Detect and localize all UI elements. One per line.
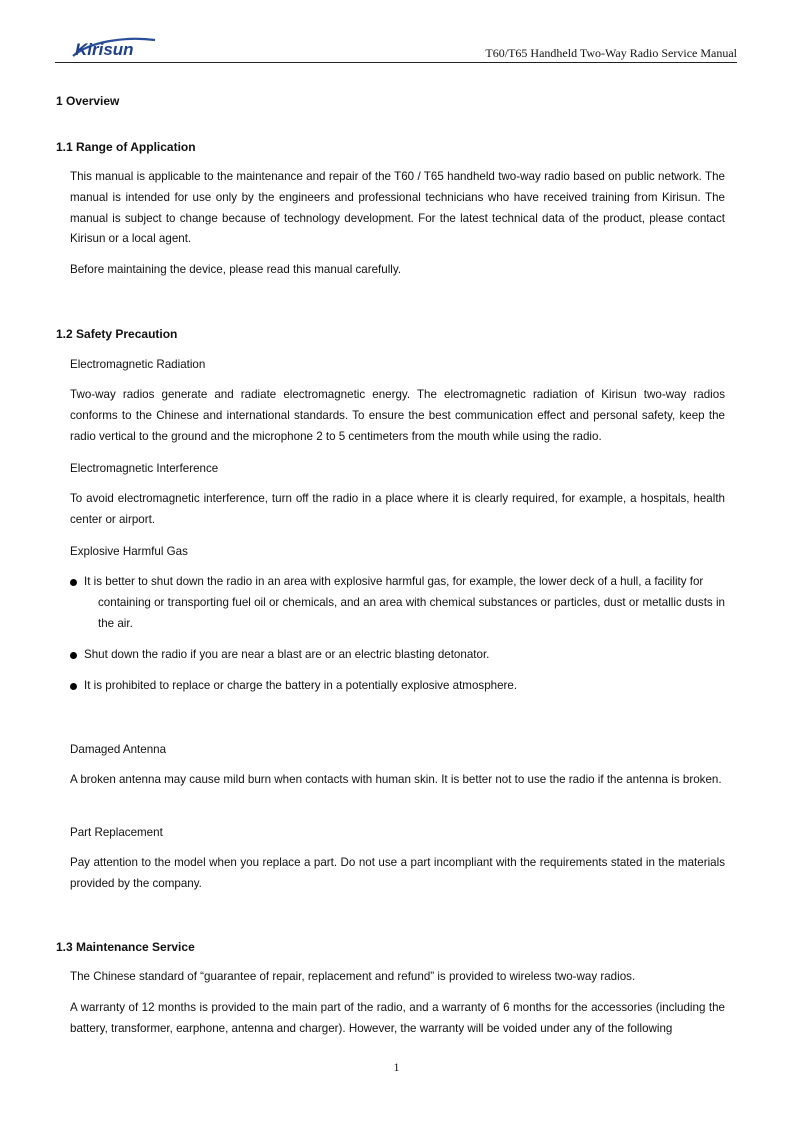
explosive-gas-subheading: Explosive Harmful Gas xyxy=(70,545,188,558)
bullet-icon xyxy=(70,683,77,690)
logo-text: Kirisun xyxy=(75,40,134,59)
bullet-text: Shut down the radio if you are near a blast are or an electric blasting detonator. xyxy=(84,648,490,661)
part-replacement-paragraph: Pay attention to the model when you replace a part. Do not use a part incompliant with the requirements stated in the materials provided by the company. xyxy=(70,856,725,890)
document-title: T60/T65 Handheld Two-Way Radio Service Manual xyxy=(485,46,737,60)
bullet-text-line: It is better to shut down the radio in an area with explosive harmful gas, for example, the lower deck of a hull, a facility for xyxy=(84,575,704,588)
bullet-icon xyxy=(70,652,77,659)
read-manual-paragraph: Before maintaining the device, please read this manual carefully. xyxy=(70,263,402,276)
page-header xyxy=(55,28,737,64)
section-1-2-heading: 1.2 Safety Precaution xyxy=(56,327,178,341)
em-radiation-paragraph: Two-way radios generate and radiate electromagnetic energy. The electromagnetic radiation of Kirisun two-way radios conforms to the Chinese and international standards. To ensure the best communication effect and personal safety, keep the radio vertical to the ground and the microphone 2 to 5 centimeters from the mouth while using the radio. xyxy=(70,388,725,443)
warranty-paragraph: A warranty of 12 months is provided to the main part of the radio, and a warranty of 6 months for the accessories (including the battery, transformer, earphone, antenna and charger). However, the warranty will be voided under any of the following xyxy=(70,1001,725,1035)
list-item xyxy=(70,572,725,634)
part-replacement-subheading: Part Replacement xyxy=(70,826,163,839)
bullet-text: It is prohibited to replace or charge the battery in a potentially explosive atmosphere. xyxy=(84,679,518,692)
header-divider xyxy=(55,62,737,63)
section-1-heading: 1 Overview xyxy=(56,94,120,108)
damaged-antenna-paragraph: A broken antenna may cause mild burn when contacts with human skin. It is better not to use the radio if the antenna is broken. xyxy=(70,773,722,786)
page-number: 1 xyxy=(393,1060,400,1074)
list-item xyxy=(70,676,725,697)
section-1-3-heading: 1.3 Maintenance Service xyxy=(56,940,195,954)
em-radiation-subheading: Electromagnetic Radiation xyxy=(70,358,206,371)
kirisun-logo xyxy=(69,34,159,60)
damaged-antenna-subheading: Damaged Antenna xyxy=(70,743,167,756)
bullet-icon xyxy=(70,579,77,586)
bullet-text-continued: containing or transporting fuel oil or chemicals, and an area with chemical substances or particles, dust or metallic dusts in the air. xyxy=(98,595,725,630)
range-paragraph: This manual is applicable to the maintenance and repair of the T60 / T65 handheld two-way radio based on public network. The manual is intended for use only by the engineers and professional technicians who have received training from Kirisun. The manual is subject to change because of technology development. For the latest technical data of the product, please contact Kirisun or a local agent. xyxy=(70,170,725,246)
section-1-1-heading: 1.1 Range of Application xyxy=(56,140,196,154)
em-interference-paragraph: To avoid electromagnetic interference, turn off the radio in a place where it is clearly required, for example, a hospitals, health center or airport. xyxy=(70,492,725,526)
guarantee-paragraph: The Chinese standard of “guarantee of repair, replacement and refund” is provided to wireless two-way radios. xyxy=(70,970,636,983)
list-item xyxy=(70,645,725,666)
em-interference-subheading: Electromagnetic Interference xyxy=(70,462,219,475)
